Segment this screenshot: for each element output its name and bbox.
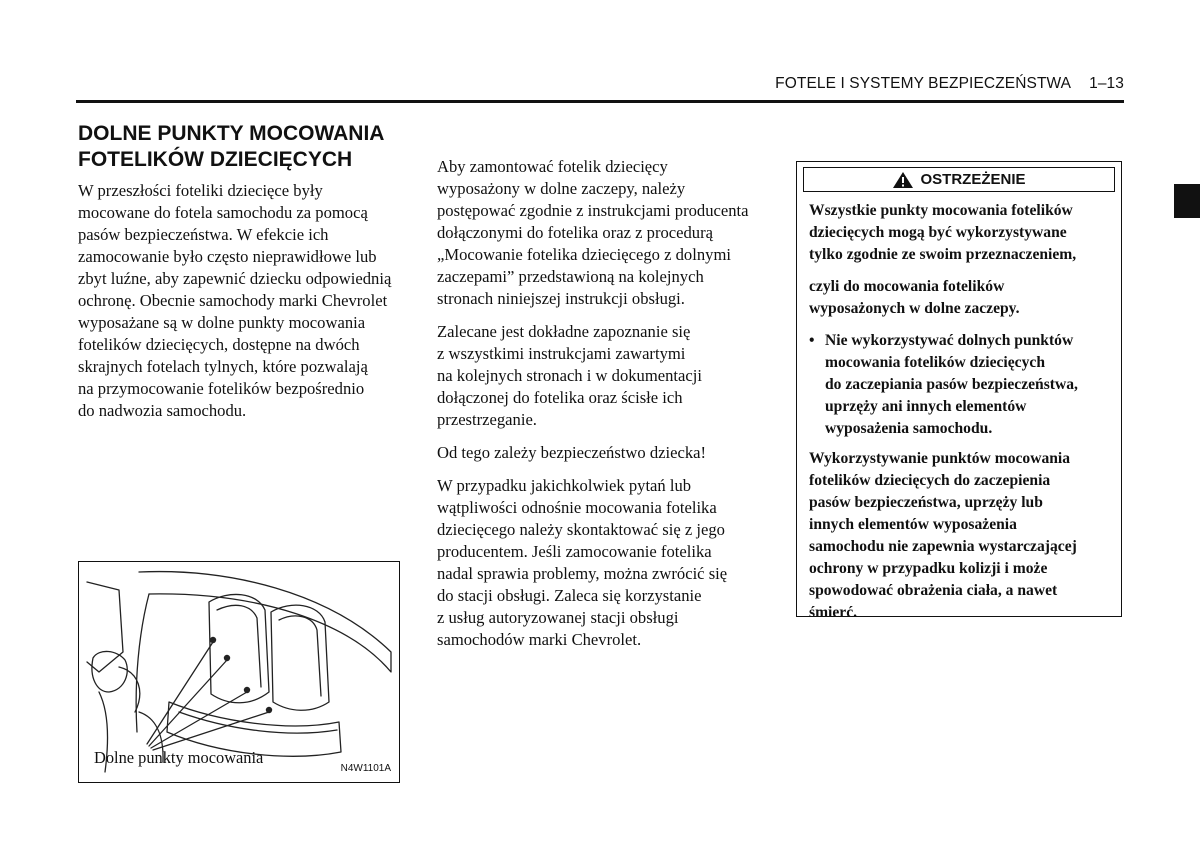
text-line: Aby zamontować fotelik dziecięcy	[437, 157, 668, 176]
text-line: Wszystkie punkty mocowania fotelików	[809, 202, 1073, 219]
section-heading-line: DOLNE PUNKTY MOCOWANIA	[78, 122, 385, 145]
text-line: mocowania fotelików dziecięcych	[825, 354, 1045, 371]
text-line: wyposażenia samochodu.	[825, 420, 993, 437]
anchor-points-figure	[78, 561, 400, 783]
text-line: na przymocowanie fotelików bezpośrednio	[78, 379, 365, 398]
text-line: z wszystkimi instrukcjami zawartymi	[437, 344, 686, 363]
text-line: samochodu nie zapewnia wystarczającej	[809, 538, 1077, 555]
instructions-paragraph	[437, 156, 777, 310]
text-line: spowodować obrażenia ciała, a nawet	[809, 582, 1058, 599]
text-line: fotelików dziecięcych do zaczepienia	[809, 472, 1051, 489]
instructions-column	[437, 156, 777, 662]
intro-column	[78, 180, 408, 422]
text-line: do stacji obsługi. Zaleca się korzystanie	[437, 586, 702, 605]
chapter-edge-tab	[1174, 184, 1200, 218]
section-heading-line: FOTELIKÓW DZIECIĘCYCH	[78, 148, 353, 171]
text-line: dziecięcego należy skontaktować się z jego	[437, 520, 725, 539]
text-line: wyposażony w dolne zaczepy, należy	[437, 179, 686, 198]
text-line: wątpliwości odnośnie mocowania fotelika	[437, 498, 717, 517]
text-line: dziecięcych mogą być wykorzystywane	[809, 224, 1067, 241]
text-line: zaczepami” przedstawioną na kolejnych	[437, 267, 704, 286]
text-line: zamocowanie było często nieprawidłowe lub	[78, 247, 377, 266]
text-line: pasów bezpieczeństwa. W efekcie ich	[78, 225, 329, 244]
text-line: samochodów marki Chevrolet.	[437, 630, 642, 649]
text-line: postępować zgodnie z instrukcjami producenta	[437, 201, 749, 220]
instructions-paragraph	[437, 442, 777, 464]
text-line: pasów bezpieczeństwa, uprzęży lub	[809, 494, 1043, 511]
text-line: uprzęży ani innych elementów	[825, 398, 1027, 415]
text-line: Wykorzystywanie punktów mocowania	[809, 450, 1071, 467]
text-line: W przeszłości foteliki dziecięce były	[78, 181, 323, 200]
text-line: „Mocowanie fotelika dziecięcego z dolnymi	[437, 245, 731, 264]
bullet-mark: •	[809, 332, 815, 349]
text-line: mocowane do fotela samochodu za pomocą	[78, 203, 368, 222]
text-line: Od tego zależy bezpieczeństwo dziecka!	[437, 443, 707, 462]
warning-bullet-item	[809, 330, 1115, 440]
text-line: W przypadku jakichkolwiek pytań lub	[437, 476, 692, 495]
instructions-paragraph	[437, 321, 777, 431]
text-line: stronach niniejszej instrukcji obsługi.	[437, 289, 685, 308]
warning-box	[796, 161, 1122, 621]
header-rule	[76, 100, 1124, 103]
section-heading	[78, 121, 408, 173]
figure-code: N4W1101A	[340, 763, 391, 774]
page-number: 1–13	[1089, 75, 1124, 92]
warning-paragraph	[809, 448, 1115, 624]
warning-title: OSTRZEŻENIE	[920, 171, 1026, 188]
text-line: dołączonymi do fotelika oraz z procedurą	[437, 223, 713, 242]
text-line: nadal sprawia problemy, można zwrócić się	[437, 564, 728, 583]
text-line: producentem. Jeśli zamocowanie fotelika	[437, 542, 712, 561]
text-line: skrajnych fotelach tylnych, które pozwalają	[78, 357, 368, 376]
text-line: do nadwozia samochodu.	[78, 401, 247, 420]
text-line: przestrzeganie.	[437, 410, 537, 429]
text-line: wyposażane są w dolne punkty mocowania	[78, 313, 366, 332]
text-line: wyposażonych w dolne zaczepy.	[809, 300, 1020, 317]
text-line: ochrony w przypadku kolizji i może	[809, 560, 1048, 577]
text-line: do zaczepiania pasów bezpieczeństwa,	[825, 376, 1078, 393]
text-line: tylko zgodnie ze swoim przeznaczeniem,	[809, 246, 1077, 263]
text-line: ochronę. Obecnie samochody marki Chevrolet	[78, 291, 388, 310]
figure-caption: Dolne punkty mocowania	[94, 748, 264, 767]
warning-triangle-icon	[892, 171, 914, 189]
warning-header	[803, 167, 1115, 192]
text-line: na kolejnych stronach i w dokumentacji	[437, 366, 702, 385]
text-line: Nie wykorzystywać dolnych punktów	[825, 332, 1074, 349]
text-line: dołączonej do fotelika oraz ścisłe ich	[437, 388, 683, 407]
warning-paragraph	[809, 276, 1115, 320]
warning-paragraph	[809, 200, 1115, 266]
header-section-title: FOTELE I SYSTEMY BEZPIECZEŃSTWA	[775, 75, 1072, 92]
instructions-paragraph	[437, 475, 777, 651]
text-line: czyli do mocowania fotelików	[809, 278, 1005, 295]
warning-body	[809, 200, 1115, 632]
text-line: fotelików dziecięcych, dostępne na dwóch	[78, 335, 360, 354]
running-header	[775, 75, 1124, 93]
text-line: z usług autoryzowanej stacji obsługi	[437, 608, 679, 627]
intro-paragraph	[78, 180, 408, 422]
text-line: Zalecane jest dokładne zapoznanie się	[437, 322, 691, 341]
text-line: śmierć.	[809, 604, 858, 621]
text-line: innych elementów wyposażenia	[809, 516, 1017, 533]
text-line: zbyt luźne, aby zapewnić dziecku odpowiednią	[78, 269, 392, 288]
